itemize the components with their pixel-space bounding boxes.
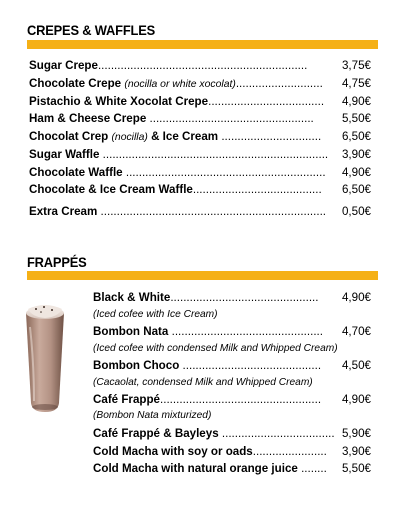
leader-dots: ......................................................................: [100, 205, 327, 218]
menu-item: [29, 183, 371, 197]
menu-item: [29, 166, 371, 180]
item-name-suffix: & Ice Cream: [147, 130, 222, 143]
iced-coffee-glass-icon: [22, 303, 68, 415]
leader-dots: .................................................................: [97, 59, 308, 72]
item-price: 3,75€: [341, 59, 371, 72]
item-note: (nocilla): [111, 132, 148, 143]
leader-dots: ........................................: [192, 183, 322, 196]
leader-dots: ..............................................: [170, 291, 319, 304]
item-price: 4,70€: [341, 325, 371, 338]
item-name: Extra Cream: [29, 205, 101, 218]
item-price: 4,90€: [341, 95, 371, 108]
item-name: Sugar Crepe: [29, 59, 98, 72]
item-name: Sugar Waffle: [29, 148, 103, 161]
item-name: Bombon Nata: [93, 325, 172, 338]
menu-item: [29, 59, 371, 73]
item-name: Black & White: [93, 291, 171, 304]
item-name: Cold Macha with natural orange juice: [93, 462, 302, 475]
item-price: 4,90€: [341, 166, 371, 179]
leader-dots: ...................................................: [149, 112, 314, 125]
item-description: (Cacaolat, condensed Milk and Whipped Cream): [93, 377, 313, 388]
item-description: (Iced cofee with condensed Milk and Whipped Cream): [93, 343, 338, 354]
item-description: (Bombon Nata mixturized): [93, 410, 212, 421]
item-price: 6,50€: [341, 183, 371, 196]
menu-item: [29, 77, 371, 92]
item-price: 6,50€: [341, 130, 371, 143]
item-price: 3,90€: [341, 445, 371, 458]
menu-item: [93, 445, 371, 459]
section-divider-bar: [27, 271, 378, 280]
menu-item: [93, 325, 371, 339]
item-name: Cold Macha with soy or oads: [93, 445, 253, 458]
menu-item: [93, 462, 371, 476]
section-divider-bar: [27, 40, 378, 49]
item-name: Café Frappé & Bayleys: [93, 427, 222, 440]
item-price: 5,50€: [341, 112, 371, 125]
item-price: 4,90€: [341, 291, 371, 304]
item-name: Ham & Cheese Crepe: [29, 112, 150, 125]
leader-dots: ..............................................................: [125, 166, 326, 179]
menu-item: [93, 359, 371, 373]
menu-item: [93, 291, 371, 305]
item-price: 3,90€: [341, 148, 371, 161]
leader-dots: ....................................: [208, 95, 325, 108]
menu-item: [29, 112, 371, 126]
menu-item: [29, 130, 371, 145]
menu-item: [29, 205, 371, 219]
item-price: 4,75€: [341, 77, 371, 90]
item-name: Chocolate & Ice Cream Waffle: [29, 183, 193, 196]
item-note: (nocilla or white xocolat): [124, 79, 236, 90]
item-price: 0,50€: [341, 205, 371, 218]
item-name: Chocolate Waffle: [29, 166, 126, 179]
item-price: 4,90€: [341, 393, 371, 406]
leader-dots: ...............................: [221, 130, 322, 143]
leader-dots: .......................: [252, 445, 327, 458]
leader-dots: ...........................................: [182, 359, 322, 372]
item-description: (Iced cofee with Ice Cream): [93, 309, 218, 320]
leader-dots: ...................................: [221, 427, 335, 440]
leader-dots: ........: [301, 462, 327, 475]
menu-item: [93, 427, 371, 441]
menu-item: [29, 148, 371, 162]
menu-item: [29, 95, 371, 109]
leader-dots: ......................................................................: [102, 148, 329, 161]
leader-dots: ...............................................: [171, 325, 323, 338]
item-price: 4,50€: [341, 359, 371, 372]
section-title-crepes: CREPES & WAFFLES: [27, 22, 156, 38]
item-price: 5,50€: [341, 462, 371, 475]
item-name: Bombon Choco: [93, 359, 183, 372]
item-price: 5,90€: [341, 427, 371, 440]
section-title-frappes: FRAPPÉS: [27, 254, 87, 270]
leader-dots: ..................................................: [160, 393, 322, 406]
item-name: Café Frappé: [93, 393, 161, 406]
item-name: Pistachio & White Xocolat Crepe: [29, 95, 209, 108]
menu-item: [93, 393, 371, 407]
item-name: Chocolat Crep: [29, 130, 112, 143]
leader-dots: ...........................: [235, 77, 323, 90]
item-name: Chocolate Crepe: [29, 77, 125, 90]
